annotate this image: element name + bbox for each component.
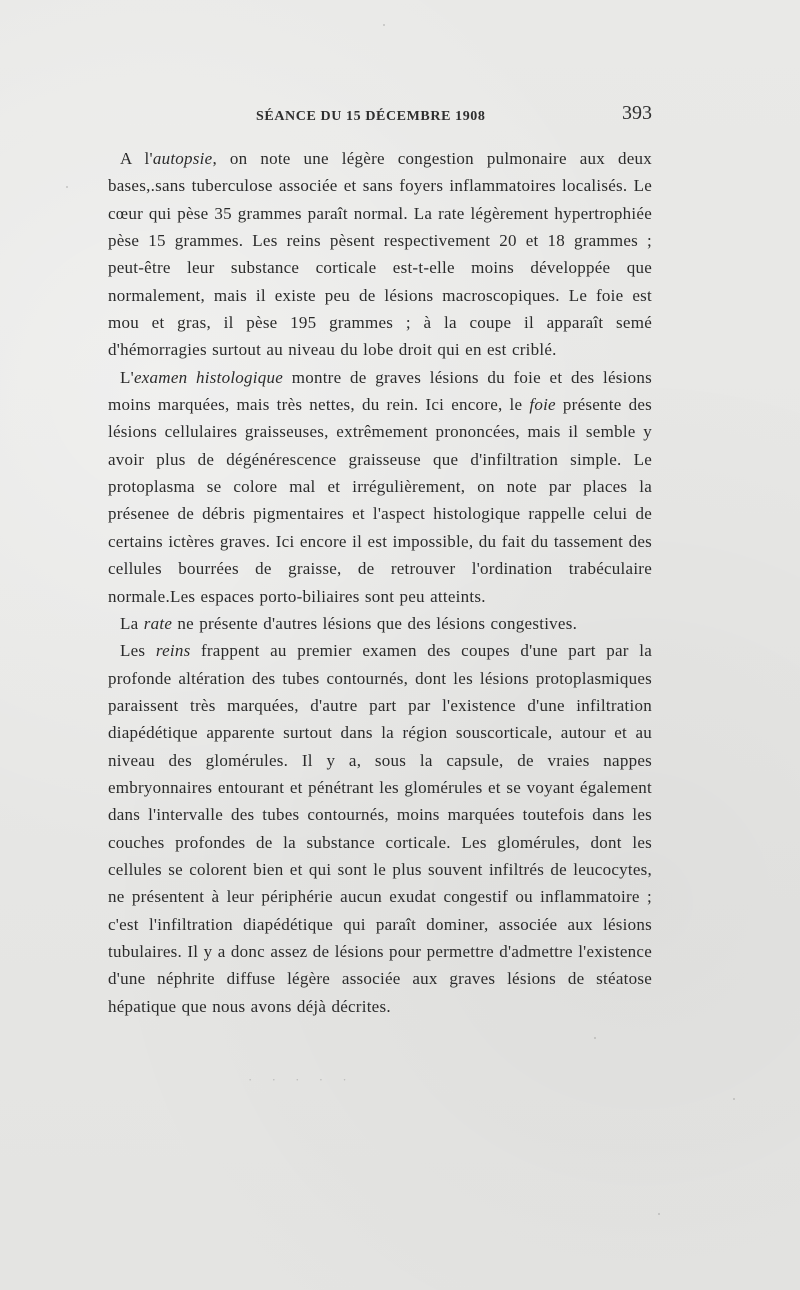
faint-print-dots: · · · · · [248,1072,355,1087]
italic-term-foie: foie [529,395,556,415]
italic-term-rate: rate [143,613,173,633]
paragraph-histology-middle: montre de graves lésions du foie et des lésions moins marquées, mais très nettes, du rein. Ici encore, le [108,367,652,415]
paragraph-autopsy-text: , on note une légère congestion pulmonaire aux deux bases,.sans tuberculose associée et sans foyers inflammatoires localisés. Le cœur qui pèse 35 grammes paraît normal. La rate légèrement hypertrophiée pèse 15 grammes. Les reins pèsent respectivement 20 et 18 grammes ; peut-être leur substance corticale est-t-elle moins développée que normalement, mais il existe peu de lésions macroscopiques. Le foie est mou et gras, il pèse 195 grammes ; à la coupe il apparaît semé d'hémorragies surtout au niveau du lobe droit qui en est criblé. [108,149,652,360]
paper-speck [733,1098,735,1100]
paragraph-spleen-lead: La [120,613,144,633]
italic-term-autopsie: autopsie [152,149,213,168]
paragraph-spleen [108,610,652,637]
italic-term-examen-histologique: examen histologique [133,367,284,387]
paragraph-spleen-text: ne présente d'autres lésions que des lésions congestives. [172,613,578,633]
paragraph-histology [108,364,652,610]
body-text [108,145,652,1020]
paragraph-autopsy [108,145,652,364]
paper-speck [594,1037,596,1039]
paragraph-autopsy-lead: A l' [120,149,153,168]
running-head: SÉANCE DU 15 DÉCEMBRE 1908 [256,109,486,124]
paragraph-histology-text: présente des lésions cellulaires graisseuses, extrêmement prononcées, mais il semble y avoir plus de dégénérescence graisseuse que d'infiltration simple. Le protoplasma se colore mal et irrégulièrement, on note par places la présenee de débris pigmentaires et l'aspect histologique rappelle celui de certains ictères graves. Ici encore il est impossible, du fait du tassement des cellules bourrées de graisse, de retrouver l'ordination trabéculaire normale.Les espaces porto-biliaires sont peu atteints. [108,395,652,606]
paper-speck [66,186,68,188]
page-header [108,102,652,132]
paper-speck [383,24,385,26]
paragraph-histology-lead: L' [120,367,134,387]
paragraph-kidneys-text: frappent au premier examen des coupes d'une part par la profonde altération des tubes contournés, dont les lésions protoplasmiques paraissent très marquées, d'autre part par l'existence d'une infiltration diapédétique apparente surtout dans la région souscorticale, autour et au niveau des glomérules. Il y a, sous la capsule, de vraies nappes embryonnaires entourant et pénétrant les glomérules et se voyant également dans l'intervalle des tubes contournés, moins marquées toutefois dans les couches profondes de la substance corticale. Les glomérules, dont les cellules se colorent bien et qui sont le plus souvent infiltrés de leucocytes, ne présentent à leur périphérie aucun exudat congestif ou inflammatoire ; c'est l'infiltration diapédétique qui paraît dominer, associée aux lésions tubulaires. Il y a donc assez de lésions pour permettre d'admettre l'existence d'une néphrite diffuse légère associée aux graves lésions de stéatose hépatique que nous avons déjà décrites. [108,641,652,1016]
paragraph-kidneys-lead: Les [120,641,156,661]
paper-speck [658,1213,660,1215]
paragraph-kidneys [108,637,652,1020]
page-number: 393 [622,102,652,124]
italic-term-reins: reins [155,641,191,661]
